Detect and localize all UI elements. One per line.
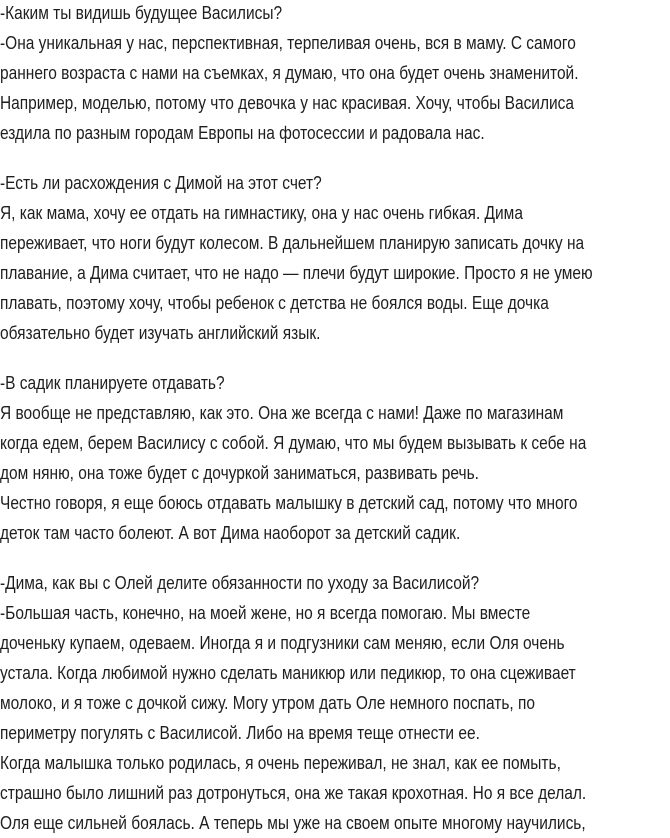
text-line: деток там часто болеют. А вот Дима наоборот за детский садик. xyxy=(0,523,461,543)
text-line: -Есть ли расхождения с Димой на этот счет? xyxy=(0,173,322,193)
text-line: страшно было лишний раз дотронуться, она же такая крохотная. Но я все делал. xyxy=(0,783,587,803)
text-line: -Дима, как вы с Олей делите обязанности по уходу за Василисой? xyxy=(0,573,480,593)
text-line: переживает, что ноги будут колесом. В дальнейшем планирую записать дочку на xyxy=(0,233,585,253)
text-line: Я вообще не представляю, как это. Она же всегда с нами! Даже по магазинам xyxy=(0,403,564,423)
text-line: Когда малышка только родилась, я очень переживал, не знал, как ее помыть, xyxy=(0,753,561,773)
text-line: Я, как мама, хочу ее отдать на гимнастику, она у нас очень гибкая. Дима xyxy=(0,203,523,223)
text-line: доченьку купаем, одеваем. Иногда я и подгузники сам меняю, если Оля очень xyxy=(0,633,565,653)
text-line: когда едем, берем Василису с собой. Я думаю, что мы будем вызывать к себе на xyxy=(0,433,587,453)
text-line: Например, моделью, потому что девочка у нас красивая. Хочу, чтобы Василиса xyxy=(0,93,574,113)
text-line: обязательно будет изучать английский язык. xyxy=(0,323,321,343)
text-line: -Каким ты видишь будущее Василисы? xyxy=(0,3,283,23)
text-line: дом няню, она тоже будет с дочуркой заниматься, развивать речь. xyxy=(0,463,479,483)
text-line: устала. Когда любимой нужно сделать маникюр или педикюр, то она сцеживает xyxy=(0,663,576,683)
text-line: -Большая часть, конечно, на моей жене, но я всегда помогаю. Мы вместе xyxy=(0,603,531,623)
text-line: Честно говоря, я еще боюсь отдавать малышку в детский сад, потому что много xyxy=(0,493,578,513)
text-line: молоко, и я тоже с дочкой сижу. Могу утром дать Оле немного поспать, по xyxy=(0,693,535,713)
text-line: Оля еще сильней боялась. А теперь мы уже на своем опыте многому научились, xyxy=(0,813,586,833)
text-line: -Она уникальная у нас, перспективная, терпеливая очень, вся в маму. С самого xyxy=(0,33,576,53)
text-line: ездила по разным городам Европы на фотосессии и радовала нас. xyxy=(0,123,485,143)
text-line: плавание, а Дима считает, что не надо — плечи будут широкие. Просто я не умею xyxy=(0,263,593,283)
text-line: плавать, поэтому хочу, чтобы ребенок с детства не боялся воды. Еще дочка xyxy=(0,293,549,313)
text-line: раннего возраста с нами на съемках, я думаю, что она будет очень знаменитой. xyxy=(0,63,579,83)
text-line: периметру погулять с Василисой. Либо на время теще отнести ее. xyxy=(0,723,480,743)
text-line: -В садик планируете отдавать? xyxy=(0,373,225,393)
